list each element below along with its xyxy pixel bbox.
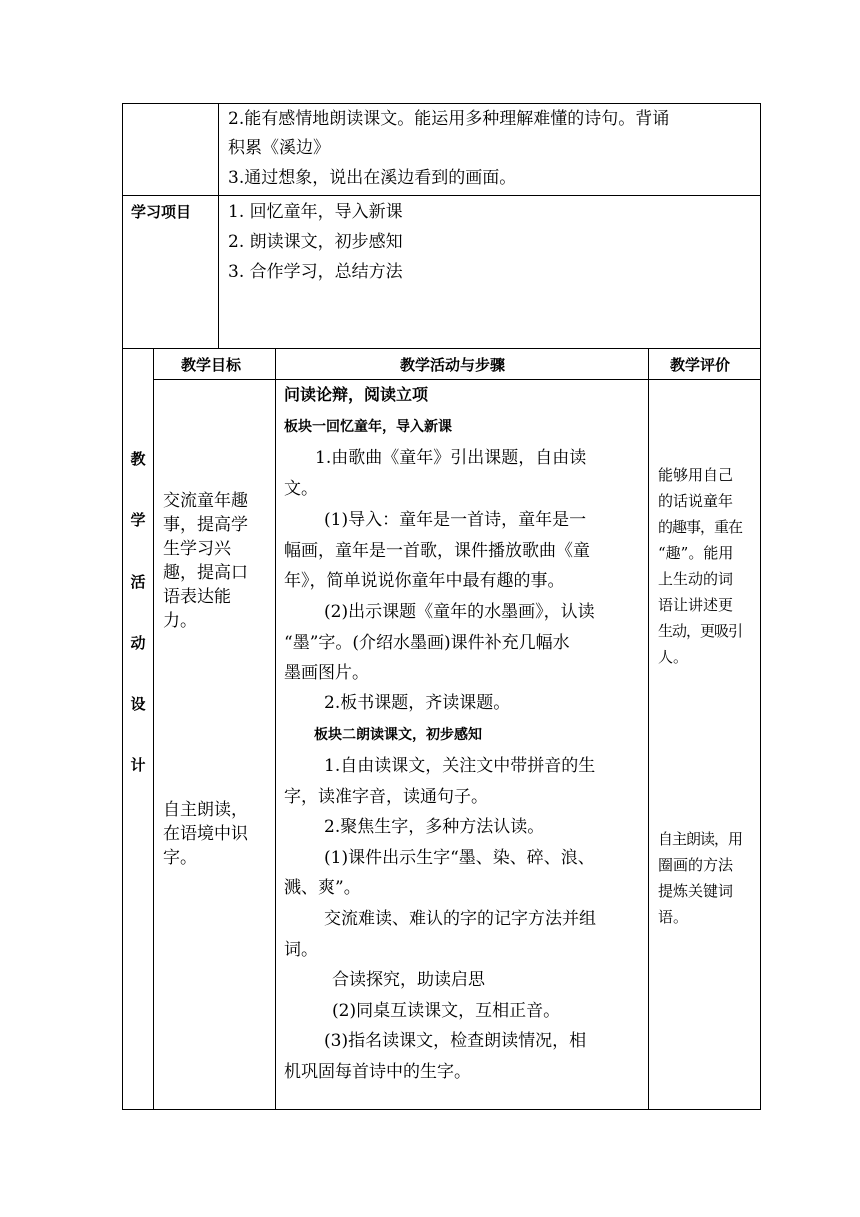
eval-line: 的趣事，重在	[658, 518, 743, 536]
table-border	[122, 103, 123, 1110]
project-item: 1. 回忆童年，导入新课	[228, 202, 403, 222]
step-line: (2)同桌互读课文，互相正音。	[332, 1001, 561, 1021]
goal-line: 在语境中识	[163, 824, 248, 844]
eval-line: 能够用自己	[658, 466, 734, 484]
step-line: 词。	[284, 940, 318, 960]
step-line: 溅、爽”。	[284, 878, 361, 898]
step-line: 幅画，童年是一首歌，课件播放歌曲《童	[284, 541, 590, 561]
steps-title: 问读论辩，阅读立项	[284, 385, 429, 404]
goal-line: 交流童年趣	[163, 491, 248, 511]
header-goal: 教学目标	[181, 356, 242, 374]
eval-line: 人。	[658, 648, 689, 666]
step-line: 2.板书课题，齐读课题。	[324, 693, 511, 713]
step-line: 合读探究，助读启思	[332, 970, 485, 990]
step-line: 文。	[284, 479, 318, 499]
eval-line: 自主朗读，用	[658, 830, 743, 848]
step-line: “墨”字。(介绍水墨画)课件补充几幅水	[284, 633, 570, 653]
header-eval: 教学评价	[670, 356, 731, 374]
table-border	[122, 348, 761, 349]
table-border	[218, 103, 219, 348]
step-line: 墨画图片。	[284, 663, 369, 683]
step-line: (1)课件出示生字“墨、染、碎、浪、	[324, 848, 595, 868]
eval-line: 生动，更吸引	[658, 622, 743, 640]
eval-line: 的话说童年	[658, 492, 734, 510]
eval-line: 提炼关键词	[658, 882, 734, 900]
objective-line: 2.能有感情地朗读课文。能运用多种理解难懂的诗句。背诵	[228, 109, 670, 129]
side-label-char: 活	[130, 573, 146, 591]
step-line: 1.由歌曲《童年》引出课题，自由读	[315, 448, 587, 468]
table-border	[648, 348, 649, 1110]
goal-line: 力。	[163, 611, 197, 631]
step-line: (3)指名读课文，检查朗读情况，相	[324, 1031, 587, 1051]
goal-line: 事，提高学	[163, 515, 248, 535]
table-border	[153, 348, 154, 1110]
side-label-char: 设	[130, 695, 146, 713]
eval-line: 上生动的词	[658, 570, 734, 588]
block-heading: 板块一回忆童年，导入新课	[284, 419, 452, 435]
step-line: 年》，简单说说你童年中最有趣的事。	[284, 571, 565, 591]
step-line: 2.聚焦生字，多种方法认读。	[324, 817, 545, 837]
goal-line: 字。	[163, 848, 197, 868]
objective-line: 积累《溪边》	[228, 138, 330, 158]
project-item: 3. 合作学习，总结方法	[228, 262, 403, 282]
table-border	[760, 103, 761, 1110]
goal-line: 语表达能	[163, 587, 231, 607]
header-steps: 教学活动与步骤	[400, 356, 506, 374]
step-line: (2)出示课题《童年的水墨画》，认读	[324, 602, 595, 622]
block-heading: 板块二朗读课文，初步感知	[314, 727, 482, 743]
table-border	[122, 1109, 761, 1110]
goal-line: 自主朗读，	[163, 800, 248, 820]
goal-line: 趣，提高口	[163, 563, 248, 583]
step-line: 交流难读、难认的字的记字方法并组	[324, 909, 596, 929]
side-label-char: 计	[130, 756, 146, 774]
goal-line: 生学习兴	[163, 539, 231, 559]
eval-line: “趣”。能用	[658, 544, 734, 562]
side-label-char: 动	[130, 634, 146, 652]
step-line: 字，读准字音，读通句子。	[284, 787, 488, 807]
table-border	[275, 348, 276, 1110]
objective-line: 3.通过想象，说出在溪边看到的画面。	[228, 168, 517, 188]
step-line: 1.自由读课文，关注文中带拼音的生	[324, 756, 596, 776]
step-line: (1)导入：童年是一首诗，童年是一	[324, 510, 587, 530]
step-line: 机巩固每首诗中的生字。	[284, 1062, 471, 1082]
eval-line: 语让讲述更	[658, 596, 734, 614]
side-label-char: 教	[130, 450, 146, 468]
eval-line: 圈画的方法	[658, 856, 734, 874]
project-label: 学习项目	[131, 203, 192, 221]
project-item: 2. 朗读课文，初步感知	[228, 232, 403, 252]
eval-line: 语。	[658, 908, 689, 926]
side-label-char: 学	[130, 511, 146, 529]
